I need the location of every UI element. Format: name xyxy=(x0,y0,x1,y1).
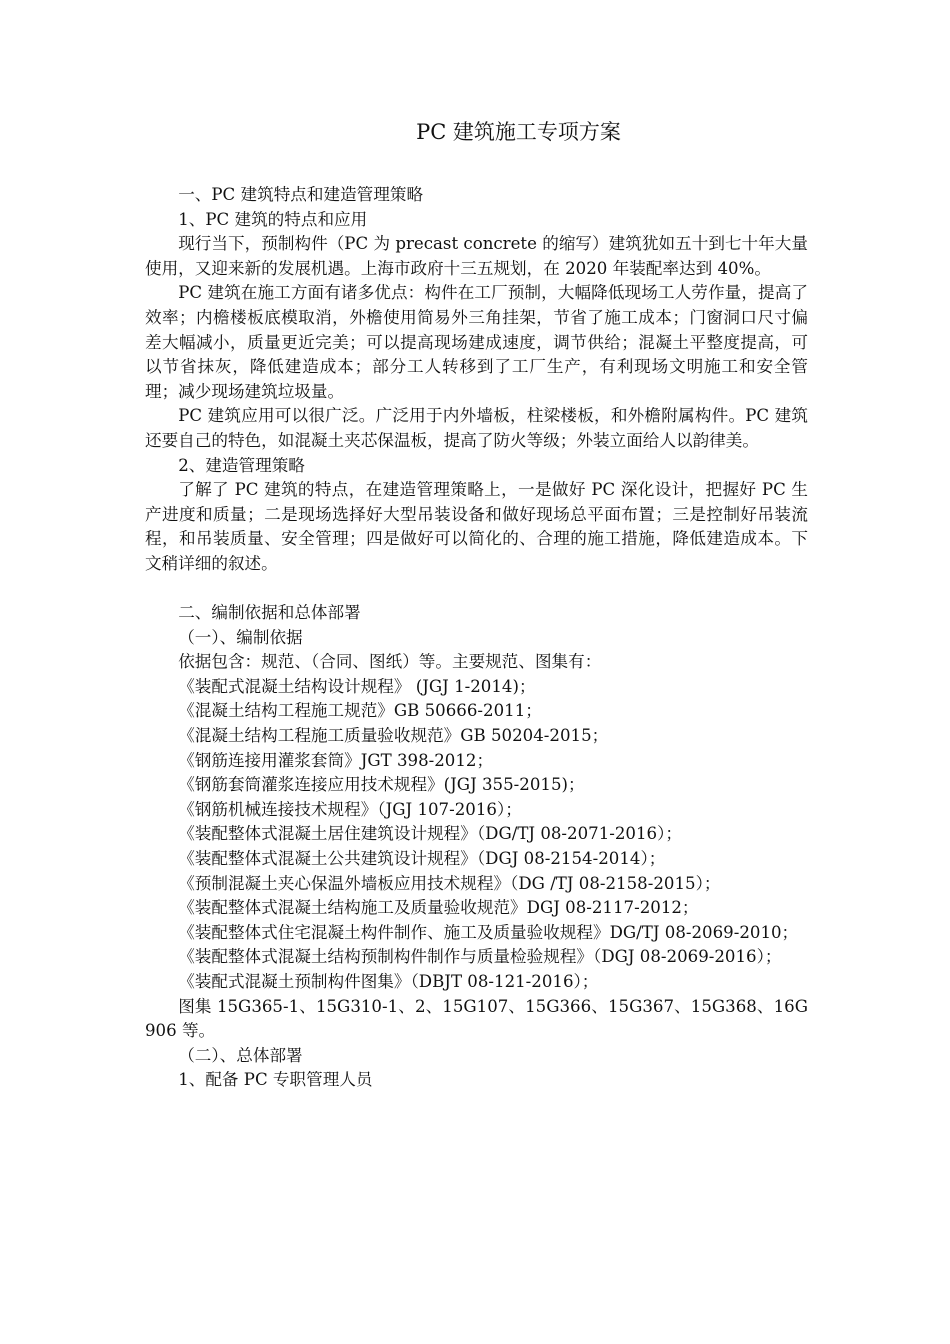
standard-item: 《装配式混凝土预制构件图集》（DBJT 08-121-2016）； xyxy=(178,972,599,991)
standard-item: 《装配整体式住宅混凝土构件制作、施工及质量验收规程》DG/TJ 08-2069-2010； xyxy=(178,922,799,942)
standard-item: 《钢筋套筒灌浆连接应用技术规程》(JGJ 355-2015)； xyxy=(178,775,585,795)
paragraph-advantages: PC 建筑在施工方面有诸多优点：构件在工厂预制，大幅降低现场工人劳作量，提高了效率；内檐楼板底模取消，外檐使用简易外三角挂架，节省了施工成本；门窗洞口尺寸偏差大幅减小，质量更近完美；可以提高现场建成速度，调节供给；混凝土平整度提高，可以节省抹灰，降低建造成本；部分工人转移到了工厂生产，有利现场文明施工和安全管理；减少现场建筑垃圾量。 xyxy=(145,283,808,401)
standard-item: 《混凝土结构工程施工规范》GB 50666-2011； xyxy=(178,701,542,721)
standard-item: 《装配整体式混凝土居住建筑设计规程》（DG/TJ 08-2071-2016）； xyxy=(178,824,682,844)
subsection-heading-2-1: （一）、编制依据 xyxy=(178,627,303,647)
standard-item: 《装配整体式混凝土公共建筑设计规程》（DGJ 08-2154-2014）； xyxy=(178,849,666,869)
section-heading-2: 二、编制依据和总体部署 xyxy=(178,603,361,623)
paragraph-applications: PC 建筑应用可以很广泛。广泛用于内外墙板，柱梁楼板，和外檐附属构件。PC 建筑还要自己的特色，如混凝土夹芯保温板，提高了防火等级；外装立面给人以韵律美。 xyxy=(145,406,808,450)
blank-line xyxy=(145,577,808,602)
standard-item: 《混凝土结构工程施工质量验收规范》GB 50204-2015； xyxy=(178,726,609,746)
standard-item: 《钢筋连接用灌浆套筒》JGT 398-2012； xyxy=(178,750,494,770)
document-page xyxy=(145,118,808,1093)
subsection-heading-1-1: 1、PC 建筑的特点和应用 xyxy=(178,209,368,229)
standard-item: 《装配整体式混凝土结构预制构件制作与质量检验规程》（DGJ 08-2069-2016）； xyxy=(178,947,782,967)
document-title: PC 建筑施工专项方案 xyxy=(416,120,621,144)
subsection-heading-2-2: （二）、总体部署 xyxy=(178,1045,303,1065)
standard-item: 《装配整体式混凝土结构施工及质量验收规范》DGJ 08-2117-2012； xyxy=(178,898,699,918)
paragraph-basis-intro: 依据包含：规范、（合同、图纸）等。主要规范、图集有： xyxy=(178,652,602,672)
standard-item: 《钢筋机械连接技术规程》（JGJ 107-2016）； xyxy=(178,799,522,819)
section-heading-1: 一、PC 建筑特点和建造管理策略 xyxy=(178,185,424,204)
atlas-list: 图集 15G365-1、15G310-1、2、15G107、15G366、15G367、15G368、16G906 等。 xyxy=(145,996,808,1041)
subsection-heading-1-2: 2、建造管理策略 xyxy=(178,455,305,475)
standard-item: 《装配式混凝土结构设计规程》 (JGJ 1-2014)； xyxy=(178,676,536,696)
standard-item: 《预制混凝土夹心保温外墙板应用技术规程》（DG /TJ 08-2158-2015）； xyxy=(178,873,721,893)
paragraph-strategy: 了解了 PC 建筑的特点，在建造管理策略上，一是做好 PC 深化设计，把握好 PC 生产进度和质量；二是现场选择好大型吊装设备和做好现场总平面布置；三是控制好吊装流程，和吊装质量、安全管理；四是做好可以简化的、合理的施工措施，降低建造成本。下文稍详细的叙述。 xyxy=(145,480,808,573)
subsection-heading-2-2-1: 1、配备 PC 专职管理人员 xyxy=(178,1070,373,1090)
paragraph-intro: 现行当下，预制构件（PC 为 precast concrete 的缩写）建筑犹如五十到七十年大量使用，又迎来新的发展机遇。上海市政府十三五规划，在 2020 年装配率达到 40%。 xyxy=(145,234,808,278)
